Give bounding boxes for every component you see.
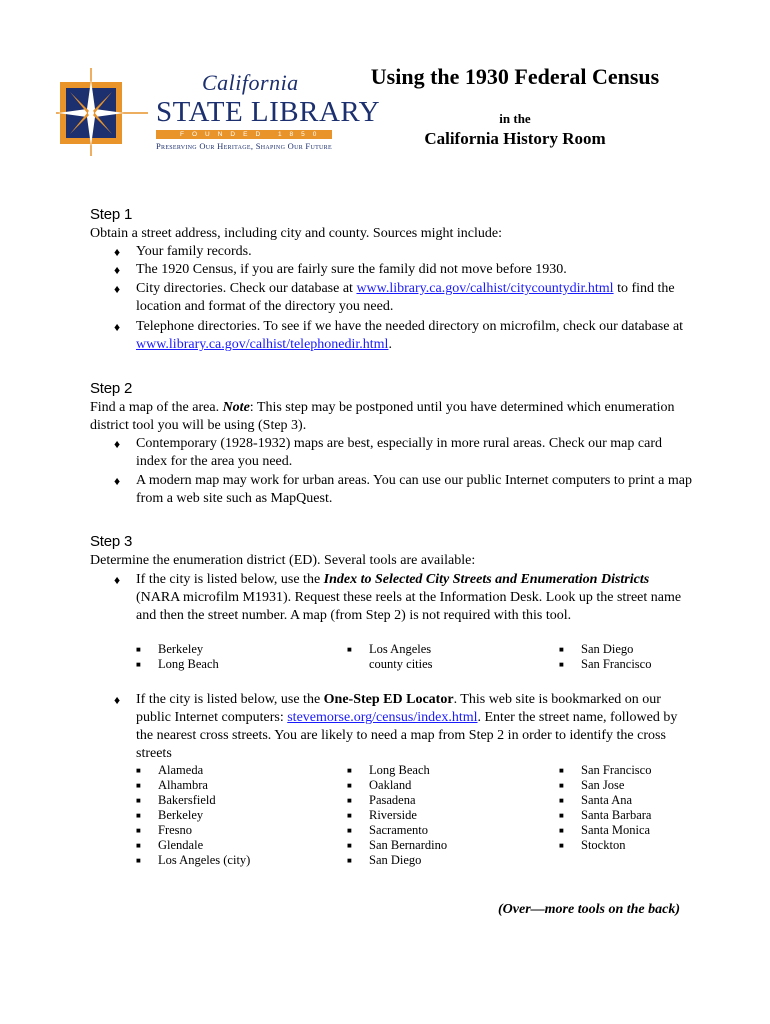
bullet-text: The 1920 Census, if you are fairly sure the family did not move before 1930.: [136, 262, 567, 277]
city-directory-link[interactable]: www.library.ca.gov/calhist/citycountydir.html: [356, 281, 614, 296]
list-item: ■ Glendale: [136, 838, 204, 852]
list-item: ■ Long Beach: [136, 657, 219, 671]
step3-tool2: [114, 691, 692, 763]
square-bullet-icon: ■: [347, 645, 352, 654]
list-item: ■ Santa Barbara: [559, 808, 652, 822]
list-item: ■ Fresno: [136, 823, 193, 837]
list-item: ■ San Jose: [559, 778, 625, 792]
bullet-text: Telephone directories. To see if we have the needed directory on microfilm, check our database at www.library.ca.gov/calhist/telephonedir.html.: [136, 319, 684, 352]
step1-heading: Step 1: [90, 206, 133, 223]
list-item: ■ Santa Monica: [559, 823, 651, 837]
square-bullet-icon: ■: [136, 660, 141, 669]
step2-heading: Step 2: [90, 380, 133, 397]
compass-star-icon: [56, 68, 152, 156]
list-item: ■ Riverside: [347, 808, 417, 822]
bullet-text: Contemporary (1928-1932) maps are best, especially in more rural areas. Check our map card index for the area you need.: [136, 436, 662, 469]
step2-bullet: [114, 435, 692, 471]
step1-bullet: [114, 243, 692, 261]
list-item: ■ Bakersfield: [136, 793, 216, 807]
list-item: ■ Berkeley: [136, 808, 204, 822]
diamond-icon: ♦: [114, 693, 121, 707]
square-bullet-icon: ■: [136, 781, 141, 790]
square-bullet-icon: ■: [559, 645, 564, 654]
telephone-directory-link[interactable]: www.library.ca.gov/calhist/telephonedir.html: [136, 337, 389, 352]
logo-script-text: California: [202, 70, 299, 95]
square-bullet-icon: ■: [347, 826, 352, 835]
tool2-name: One-Step ED Locator: [323, 692, 454, 707]
list-item: ■ Los Angeles county cities: [347, 642, 433, 671]
list-item: ■ San Diego: [559, 642, 634, 656]
square-bullet-icon: ■: [347, 856, 352, 865]
bullet-text: City directories. Check our database at www.library.ca.gov/calhist/citycountydir.html to find the location and format of the directory you need.: [136, 281, 675, 314]
diamond-icon: ♦: [114, 320, 121, 334]
diamond-icon: ♦: [114, 573, 121, 587]
diamond-icon: ♦: [114, 474, 121, 488]
square-bullet-icon: ■: [136, 826, 141, 835]
over-note: (Over—more tools on the back): [498, 902, 680, 917]
square-bullet-icon: ■: [347, 766, 352, 775]
logo-tagline: Preserving Our Heritage, Shaping Our Future: [156, 141, 332, 151]
tool1-name: Index to Selected City Streets and Enumeration Districts: [323, 572, 650, 587]
step3-heading: Step 3: [90, 533, 133, 550]
room-title: California History Room: [424, 129, 606, 148]
list-item: ■ Alameda: [136, 763, 204, 777]
square-bullet-icon: ■: [347, 796, 352, 805]
list-item: ■ Berkeley: [136, 642, 204, 656]
step1-intro: Obtain a street address, including city and county. Sources might include:: [90, 226, 502, 241]
list-item: ■ Sacramento: [347, 823, 429, 837]
list-item: ■ Los Angeles (city): [136, 853, 251, 867]
square-bullet-icon: ■: [347, 841, 352, 850]
step1-bullet: [114, 318, 692, 354]
list-item: ■ San Francisco: [559, 763, 652, 777]
square-bullet-icon: ■: [136, 811, 141, 820]
list-item: ■ Stockton: [559, 838, 626, 852]
step2-intro: Find a map of the area. Note: This step may be postponed until you have determined which enumeration district tool you will be using (Step 3).: [90, 400, 675, 433]
step1-bullet: [114, 280, 692, 316]
square-bullet-icon: ■: [136, 856, 141, 865]
stevemorse-link[interactable]: stevemorse.org/census/index.html: [287, 710, 478, 725]
square-bullet-icon: ■: [559, 766, 564, 775]
step3-tool1: [114, 571, 692, 625]
square-bullet-icon: ■: [559, 796, 564, 805]
list-item: ■ Santa Ana: [559, 793, 633, 807]
bullet-text: If the city is listed below, use the Index to Selected City Streets and Enumeration Districts (NARA microfilm M1931). Request these reels at the Information Desk. Look up the street name and then the street number. A map (from Step 2) is not required with this tool.: [136, 572, 682, 623]
page-title: Using the 1930 Federal Census: [370, 64, 660, 89]
square-bullet-icon: ■: [559, 826, 564, 835]
list-item: ■ Alhambra: [136, 778, 208, 792]
bullet-text: Your family records.: [136, 244, 252, 259]
bullet-text: If the city is listed below, use the One-Step ED Locator. This web site is bookmarked on our public Internet computers: stevemorse.org/census/index.html. Enter the street name, followed by the nearest cross streets. You are likely to need a map from Step 2 in order to identify the cross streets: [136, 692, 678, 761]
list-item: ■ Oakland: [347, 778, 412, 792]
list-item: ■ San Bernardino: [347, 838, 448, 852]
list-item: ■ Long Beach: [347, 763, 430, 777]
logo-name-text: STATE LIBRARY: [156, 96, 381, 128]
square-bullet-icon: ■: [559, 660, 564, 669]
square-bullet-icon: ■: [136, 766, 141, 775]
square-bullet-icon: ■: [347, 781, 352, 790]
square-bullet-icon: ■: [136, 645, 141, 654]
square-bullet-icon: ■: [347, 811, 352, 820]
square-bullet-icon: ■: [559, 811, 564, 820]
logo-founded-bar: FOUNDED 1850: [156, 130, 332, 139]
state-library-logo: [56, 68, 381, 158]
list-item: ■ Pasadena: [347, 793, 416, 807]
list-item: ■ San Francisco: [559, 657, 652, 671]
square-bullet-icon: ■: [559, 841, 564, 850]
square-bullet-icon: ■: [559, 781, 564, 790]
page-subtitle: in the: [499, 111, 531, 126]
square-bullet-icon: ■: [136, 841, 141, 850]
square-bullet-icon: ■: [136, 796, 141, 805]
diamond-icon: ♦: [114, 282, 121, 296]
step3-intro: Determine the enumeration district (ED). Several tools are available:: [90, 553, 476, 568]
diamond-icon: ♦: [114, 437, 121, 451]
step1-bullet: [114, 261, 692, 279]
step2-bullet: [114, 472, 692, 508]
diamond-icon: ♦: [114, 263, 121, 277]
bullet-text: A modern map may work for urban areas. You can use our public Internet computers to print a map from a web site such as MapQuest.: [136, 473, 692, 506]
diamond-icon: ♦: [114, 245, 121, 259]
list-item: ■ San Diego: [347, 853, 422, 867]
